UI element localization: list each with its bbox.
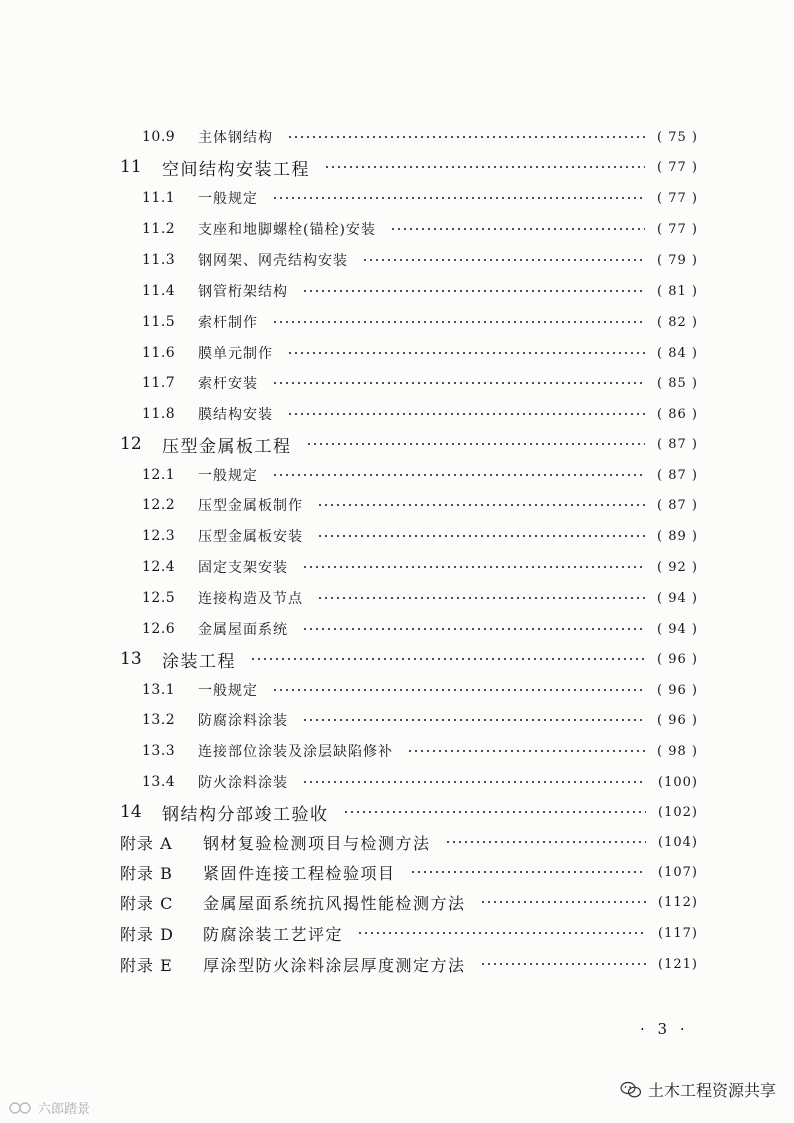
page-number: · 3 · <box>640 1020 689 1038</box>
toc-entry-title: 一般规定 <box>198 468 258 484</box>
toc-entry-page: ( 94 ) <box>657 621 698 637</box>
toc-entry-number: 附录 B <box>120 863 173 883</box>
toc-entry-page: ( 96 ) <box>657 712 698 728</box>
toc-entry-number: 11.1 <box>142 190 176 206</box>
dot-leader <box>250 658 645 660</box>
toc-entry-number: 附录 A <box>120 833 173 853</box>
dot-leader <box>302 290 645 292</box>
toc-entry <box>0 430 794 458</box>
toc-entry <box>0 919 794 947</box>
toc-entry-title: 索杆制作 <box>198 315 258 331</box>
toc-entry-title: 紧固件连接工程检验项目 <box>203 863 396 883</box>
toc-entry <box>0 828 794 856</box>
toc-entry-number: 13 <box>120 649 142 669</box>
toc-entry <box>0 123 794 151</box>
toc-entry-number: 附录 C <box>120 893 174 913</box>
toc-entry-page: (117) <box>658 925 698 941</box>
dot-leader <box>390 228 645 230</box>
toc-entry-title: 连接构造及节点 <box>198 591 303 607</box>
dot-leader <box>272 382 645 384</box>
toc-entry-title: 金属屋面系统 <box>198 622 288 638</box>
toc-entry-number: 12.3 <box>142 528 176 544</box>
toc-entry-title: 防腐涂料涂装 <box>198 713 288 729</box>
toc-entry-page: (102) <box>658 804 698 820</box>
dot-leader <box>302 781 646 783</box>
dot-leader <box>272 689 645 691</box>
dot-leader <box>287 352 645 354</box>
dot-leader <box>317 535 645 537</box>
toc-entry-page: (104) <box>658 834 698 850</box>
toc-entry <box>0 615 794 643</box>
dot-leader <box>306 443 646 445</box>
toc-entry-page: ( 77 ) <box>657 221 698 237</box>
toc-entry <box>0 153 794 181</box>
toc-entry-number: 11.4 <box>142 283 176 299</box>
toc-entry-title: 空间结构安装工程 <box>162 159 310 180</box>
toc-entry-page: ( 77 ) <box>657 159 698 175</box>
toc-entry-number: 11.3 <box>142 252 176 268</box>
dot-leader <box>480 901 647 903</box>
toc-entry-page: ( 81 ) <box>657 283 698 299</box>
toc-entry <box>0 676 794 704</box>
toc-entry-number: 11 <box>120 157 142 177</box>
toc-entry-title: 膜结构安装 <box>198 407 273 423</box>
toc-entry-page: ( 96 ) <box>657 651 698 667</box>
toc-entry <box>0 737 794 765</box>
toc-entry-number: 11.5 <box>142 314 176 330</box>
toc-entry-number: 10.9 <box>142 129 176 145</box>
toc-entry <box>0 184 794 212</box>
toc-entry <box>0 858 794 886</box>
toc-entry-title: 金属屋面系统抗风揭性能检测方法 <box>203 893 466 913</box>
toc-entry-page: ( 87 ) <box>657 467 698 483</box>
toc-entry-page: ( 98 ) <box>657 743 698 759</box>
toc-entry <box>0 584 794 612</box>
toc-entry <box>0 522 794 550</box>
toc-entry-page: (112) <box>658 894 698 910</box>
toc-entry <box>0 768 794 796</box>
toc-entry <box>0 461 794 489</box>
toc-entry-title: 连接部位涂装及涂层缺陷修补 <box>198 744 393 760</box>
toc-entry-page: ( 85 ) <box>657 375 698 391</box>
dot-leader <box>272 197 645 199</box>
toc-entry <box>0 798 794 826</box>
toc-entry-number: 12.5 <box>142 590 176 606</box>
toc-entry-page: (100) <box>658 774 698 790</box>
toc-entry-page: ( 89 ) <box>657 528 698 544</box>
toc-entry-number: 12.6 <box>142 621 176 637</box>
dot-leader <box>272 321 645 323</box>
toc-entry-number: 12.2 <box>142 497 176 513</box>
toc-entry <box>0 400 794 428</box>
toc-entry-title: 钢网架、网壳结构安装 <box>198 253 348 269</box>
toc-entry-title: 压型金属板制作 <box>198 498 303 514</box>
toc-entry-number: 13.4 <box>142 774 176 790</box>
dot-leader <box>287 413 645 415</box>
toc-entry-number: 13.2 <box>142 712 176 728</box>
dot-leader <box>302 719 645 721</box>
dot-leader <box>357 932 646 934</box>
toc-entry <box>0 369 794 397</box>
toc-entry-page: (121) <box>658 956 698 972</box>
toc-entry <box>0 950 794 978</box>
wechat-watermark <box>620 1078 776 1101</box>
toc-entry-title: 钢材复验检测项目与检测方法 <box>203 833 431 853</box>
toc-entry-page: ( 87 ) <box>657 497 698 513</box>
toc-entry-page: ( 86 ) <box>657 406 698 422</box>
corner-watermark <box>8 1098 90 1117</box>
dot-leader <box>302 566 645 568</box>
toc-entry-page: ( 94 ) <box>657 590 698 606</box>
corner-watermark-text: 六郎踏景 <box>38 1102 91 1117</box>
toc-entry-page: ( 96 ) <box>657 682 698 698</box>
toc-entry <box>0 339 794 367</box>
toc-entry-page: (107) <box>658 864 698 880</box>
toc-entry-title: 固定支架安装 <box>198 560 288 576</box>
dot-leader <box>407 750 645 752</box>
toc-entry-page: ( 75 ) <box>657 129 698 145</box>
toc-entry-number: 11.8 <box>142 406 176 422</box>
toc-entry-title: 索杆安装 <box>198 376 258 392</box>
toc-entry-number: 13.3 <box>142 743 176 759</box>
watermark-text: 土木工程资源共享 <box>648 1081 777 1100</box>
dot-leader <box>317 597 645 599</box>
toc-entry-title: 主体钢结构 <box>198 130 273 146</box>
toc-entry-number: 11.7 <box>142 375 176 391</box>
dot-leader <box>302 628 645 630</box>
toc-entry-number: 11.6 <box>142 345 176 361</box>
toc-entry-page: ( 82 ) <box>657 314 698 330</box>
dot-leader <box>480 963 647 965</box>
toc-entry-page: ( 84 ) <box>657 345 698 361</box>
toc-entry-title: 一般规定 <box>198 191 258 207</box>
dot-leader <box>343 811 647 813</box>
toc-entry-page: ( 87 ) <box>657 436 698 452</box>
toc-entry-title: 一般规定 <box>198 683 258 699</box>
dot-leader <box>445 841 647 843</box>
toc-entry-title: 压型金属板安装 <box>198 529 303 545</box>
toc-entry-title: 膜单元制作 <box>198 346 273 362</box>
dot-leader <box>324 166 645 168</box>
toc-entry-page: ( 77 ) <box>657 190 698 206</box>
toc-entry <box>0 246 794 274</box>
dot-leader <box>317 504 645 506</box>
toc-entry-number: 14 <box>120 802 142 822</box>
toc-entry-title: 防腐涂装工艺评定 <box>203 924 344 944</box>
wechat-icon <box>620 1081 642 1099</box>
toc-entry-number: 附录 D <box>120 924 174 944</box>
toc-entry <box>0 553 794 581</box>
toc-entry-title: 压型金属板工程 <box>162 436 292 457</box>
toc-entry-number: 12.4 <box>142 559 176 575</box>
toc-entry-title: 防火涂料涂装 <box>198 775 288 791</box>
toc-entry <box>0 706 794 734</box>
dot-leader <box>272 474 645 476</box>
toc-entry <box>0 491 794 519</box>
toc-entry-title: 涂装工程 <box>162 651 236 672</box>
toc-entry-number: 11.2 <box>142 221 176 237</box>
toc-entry <box>0 888 794 916</box>
toc-entry-title: 钢结构分部竣工验收 <box>162 804 329 825</box>
toc-entry-number: 13.1 <box>142 682 176 698</box>
toc-entry-number: 12.1 <box>142 467 176 483</box>
toc-entry <box>0 215 794 243</box>
toc-entry-number: 附录 E <box>120 955 173 975</box>
dot-leader <box>362 259 645 261</box>
dot-leader <box>410 871 647 873</box>
toc-entry <box>0 645 794 673</box>
toc-entry <box>0 277 794 305</box>
dot-leader <box>287 136 645 138</box>
toc-entry-number: 12 <box>120 434 142 454</box>
toc-entry-title: 厚涂型防火涂料涂层厚度测定方法 <box>203 955 466 975</box>
toc-entry-title: 支座和地脚螺栓(锚栓)安装 <box>198 222 376 238</box>
toc-entry-page: ( 92 ) <box>657 559 698 575</box>
toc-entry-title: 钢管桁架结构 <box>198 284 288 300</box>
toc-entry <box>0 308 794 336</box>
loop-icon <box>8 1101 34 1115</box>
toc-entry-page: ( 79 ) <box>657 252 698 268</box>
